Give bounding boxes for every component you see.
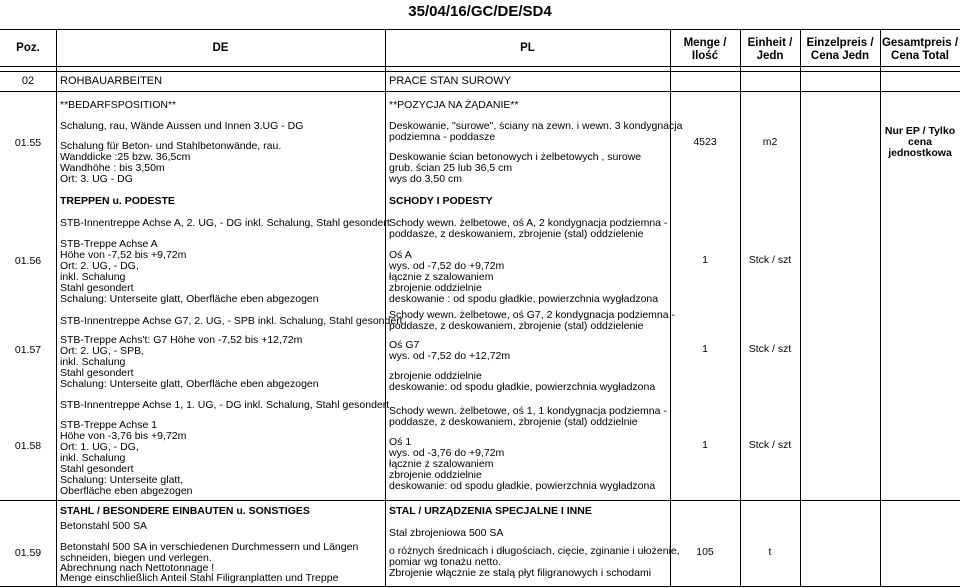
- pos-01-59-de-line-4: Abrechnung nach Nettotonnage !: [60, 562, 215, 574]
- pos-01-57-de-line-2: STB-Treppe Achs't: G7 Höhe von -7,52 bis +12,72m: [60, 334, 303, 346]
- pos-01-57-menge: 1: [702, 343, 708, 355]
- table-top-border: [0, 29, 960, 30]
- col-divider-menge: [740, 29, 741, 586]
- pos-01-58-pl-line-5: łącznie z szalowaniem: [389, 458, 494, 470]
- pos-01-58-menge: 1: [702, 439, 708, 451]
- section-row-border: [0, 91, 960, 92]
- header-menge: [670, 37, 740, 63]
- pos-01-56-menge: 1: [702, 254, 708, 266]
- pos-01-55-de-line-3: Schalung für Beton- und Stahlbetonwände, rau.: [60, 140, 282, 152]
- header-einheit-line1: Einheit /: [747, 37, 793, 49]
- pos-01-59-menge: 105: [696, 546, 714, 558]
- pos-01-55-pl-line-6: wys do 3,50 cm: [389, 173, 462, 185]
- pos-01-59-pl-line-4: Zbrojenie włącznie ze stalą płyt filigranowych i schodami: [389, 567, 652, 579]
- pos-01-57-pl-line-1: Schody wewn. żelbetowe, oś G7, 2 kondygnacja podziemna -: [389, 309, 675, 321]
- header-einheit-line2: Jedn: [756, 50, 784, 62]
- header-pl: PL: [520, 42, 535, 54]
- pos-01-55-de-line-2: Schalung, rau, Wände Aussen und Innen 3.UG - DG: [60, 120, 304, 132]
- pos-01-57-pl-line-2: poddasze, z deskowaniem, zbrojenie (stal) oddzielenie: [389, 320, 644, 332]
- col-divider-de: [385, 29, 386, 586]
- pos-01-56-de-line-7: Schalung: Unterseite glatt, Oberfläche eben abgezogen: [60, 293, 319, 305]
- pos-01-57-einheit: Stck / szt: [748, 343, 792, 355]
- header-einzelpreis-line2: Cena Jedn: [810, 50, 870, 62]
- group-stahl-title-pl: STAL / URZĄDZENIA SPECJALNE I INNE: [389, 505, 592, 517]
- pos-01-56-de-line-6: Stahl gesondert: [60, 282, 134, 294]
- col-divider-poz: [56, 29, 57, 586]
- pos-01-58-de-line-5: inkl. Schalung: [60, 452, 126, 464]
- pos-01-57-number: 01.57: [14, 344, 42, 356]
- pos-01-56-de-line-1: STB-Innentreppe Achse A, 2. UG, - DG inkl. Schalung, Stahl gesondert: [60, 217, 390, 229]
- pos-01-58-de-line-4: Ort: 1. UG, - DG,: [60, 441, 139, 453]
- col-divider-einzelpreis: [880, 29, 881, 586]
- pos-01-56-pl-line-6: zbrojenie oddzielnie: [389, 282, 482, 294]
- pos-01-57-de-line-5: Stahl gesondert: [60, 367, 134, 379]
- pos-01-59-pl-line-3: pomiar wg tonażu netto.: [389, 556, 502, 568]
- pos-01-58-de-line-3: Höhe von -3,76 bis +9,72m: [60, 430, 187, 442]
- pos-01-56-pl-line-1: Schody wewn. żelbetowe, oś A, 2 kondygnacja podziemna -: [389, 217, 668, 229]
- section-02-title-de: ROHBAUARBEITEN: [60, 75, 163, 87]
- pos-01-56-de-line-3: Höhe von -7,52 bis +9,72m: [60, 249, 187, 261]
- pos-01-56-pl-line-5: łącznie z szalowaniem: [389, 271, 494, 283]
- pos-01-55-pl-line-2: Deskowanie, "surowe", ściany na zewn. i wewn. 3 kondygnacja: [389, 120, 683, 132]
- pos-01-57-pl-line-4: wys. od -7,52 do +12,72m: [389, 350, 511, 362]
- pos-01-56-einheit: Stck / szt: [748, 254, 792, 266]
- pos-01-55-de-line-4: Wanddicke :25 bzw. 36,5cm: [60, 151, 191, 163]
- pos-01-58-pl-line-2: poddasze, z deskowaniem, zbrojenie (stal) oddzielnie: [389, 416, 638, 428]
- header-de: DE: [212, 42, 229, 54]
- pos-01-55-pl-line-5: grub. ścian 25 lub 36,5 cm: [389, 162, 513, 174]
- pos-01-55-menge: 4523: [693, 136, 717, 148]
- pos-01-57-de-line-6: Schalung: Unterseite glatt, Oberfläche eben abgezogen: [60, 378, 319, 390]
- document-title: 35/04/16/GC/DE/SD4: [408, 3, 552, 20]
- header-einheit: [740, 37, 800, 63]
- group-treppen-title-pl: SCHODY I PODESTY: [389, 195, 493, 207]
- pos-01-59-de-line-5: Menge einschließlich Anteil Stahl Filigranplatten und Treppe: [60, 572, 339, 584]
- section-02-code: 02: [21, 75, 35, 87]
- col-divider-pl: [670, 29, 671, 586]
- pos-01-57-pl-line-5: zbrojenie oddzielnie: [389, 370, 482, 382]
- pos-01-58-einheit: Stck / szt: [748, 439, 792, 451]
- section-02-title-pl: PRACE STAN SUROWY: [389, 75, 512, 87]
- group-treppen-title-de: TREPPEN u. PODESTE: [60, 195, 175, 207]
- pos-01-59-pl-line-2: o różnych średnicach i długościach, cięcie, zginanie i ułożenie,: [389, 545, 680, 557]
- table-bottom-border: [0, 586, 960, 587]
- pos-01-59-number: 01.59: [14, 547, 42, 559]
- pos-01-57-pl-line-3: Oś G7: [389, 339, 420, 351]
- pos-01-56-pl-line-3: Oś A: [389, 249, 412, 261]
- header-poz: Poz.: [16, 42, 40, 54]
- pos-01-58-de-line-6: Stahl gesondert: [60, 463, 134, 475]
- pos-01-55-de-line-1: **BEDARFSPOSITION**: [60, 99, 177, 111]
- pos-01-56-pl-line-4: wys. od -7,52 do +9,72m: [389, 260, 505, 272]
- header-bottom-border: [0, 66, 960, 67]
- pos-01-55-einzelpreis-line-1: Nur EP / Tylko: [884, 125, 956, 137]
- group-stahl-title-de: STAHL / BESONDERE EINBAUTEN u. SONSTIGES: [60, 505, 310, 517]
- pos-01-55-de-line-6: Ort: 3. UG - DG: [60, 173, 133, 185]
- pos-01-58-pl-line-6: zbrojenie oddzielnie: [389, 469, 482, 481]
- pos-01-55-pl-line-1: **POZYCJA NA ŻĄDANIE**: [389, 99, 519, 111]
- pos-01-56-number: 01.56: [14, 255, 42, 267]
- header-gesamtpreis-line2: Cena Total: [891, 50, 949, 62]
- pos-01-57-de-line-4: inkl. Schalung: [60, 356, 126, 368]
- header-menge-line2: Ilość: [691, 50, 719, 62]
- pos-01-59-de-line-3: schneiden, biegen und verlegen.: [60, 552, 212, 564]
- pos-01-58-pl-line-7: deskowanie: od spodu gładkie, powierzchnia wygładzona: [389, 480, 656, 492]
- pos-01-58-de-line-7: Schalung: Unterseite glatt,: [60, 474, 184, 486]
- pos-01-56-de-line-5: inkl. Schalung: [60, 271, 126, 283]
- pos-01-55-pl-line-3: podziemna - poddasze: [389, 131, 496, 143]
- pos-01-59-de-line-1: Betonstahl 500 SA: [60, 520, 147, 532]
- col-divider-einheit: [800, 29, 801, 586]
- pos-01-58-pl-line-4: wys. od -3,76 do +9,72m: [389, 447, 505, 459]
- pos-01-57-de-line-1: STB-Innentreppe Achse G7, 2. UG, - SPB inkl. Schalung, Stahl gesondert: [60, 315, 403, 327]
- pos-01-58-de-line-2: STB-Treppe Achse 1: [60, 419, 158, 431]
- pos-01-57-de-line-3: Ort: 2. UG, - SPB,: [60, 345, 145, 357]
- pos-01-57-pl-line-6: deskowanie: od spodu gładkie, powierzchnia wygładzona: [389, 381, 656, 393]
- pos-01-58-de-line-8: Oberfläche eben abgezogen: [60, 485, 193, 497]
- pos-01-55-einheit: m2: [762, 136, 778, 148]
- pos-01-59-pl-line-1: Stal zbrojeniowa 500 SA: [389, 527, 504, 539]
- header-menge-line1: Menge /: [683, 37, 727, 49]
- pos-01-58-pl-line-1: Schody wewn. żelbetowe, oś 1, 1 kondygnacja podziemna -: [389, 405, 667, 417]
- pos-01-55-de-line-5: Wandhöhe : bis 3,50m: [60, 162, 165, 174]
- pos-01-56-pl-line-2: poddasze, z deskowaniem, zbrojenie (stal) oddzielenie: [389, 228, 644, 240]
- pos-01-55-number: 01.55: [14, 137, 42, 149]
- pos-01-56-de-line-2: STB-Treppe Achse A: [60, 238, 158, 250]
- pos-01-59-de-line-2: Betonstahl 500 SA in verschiedenen Durchmessern und Längen: [60, 541, 359, 553]
- header-gesamtpreis-line1: Gesamtpreis /: [881, 37, 959, 49]
- header-einzelpreis-line1: Einzelpreis /: [806, 37, 874, 49]
- pos-01-58-number: 01.58: [14, 440, 42, 452]
- header-double-border: [0, 71, 960, 72]
- group-stahl-border: [0, 500, 960, 501]
- pos-01-55-einzelpreis-line-2: cena: [908, 136, 932, 148]
- pos-01-58-de-line-1: STB-Innentreppe Achse 1, 1. UG, - DG inkl. Schalung, Stahl gesondert: [60, 399, 390, 411]
- header-einzelpreis: [800, 37, 880, 63]
- header-gesamtpreis: [880, 37, 960, 63]
- pos-01-59-einheit: t: [768, 546, 772, 558]
- pos-01-56-pl-line-7: deskowanie : od spodu gładkie, powierzchnia wygładzona: [389, 293, 659, 305]
- pos-01-58-pl-line-3: Oś 1: [389, 436, 412, 448]
- pos-01-56-de-line-4: Ort: 2. UG, - DG,: [60, 260, 139, 272]
- pos-01-55-einzelpreis-line-3: jednostkowa: [888, 147, 952, 159]
- pos-01-55-pl-line-4: Deskowanie ścian betonowych i żelbetowych , surowe: [389, 151, 642, 163]
